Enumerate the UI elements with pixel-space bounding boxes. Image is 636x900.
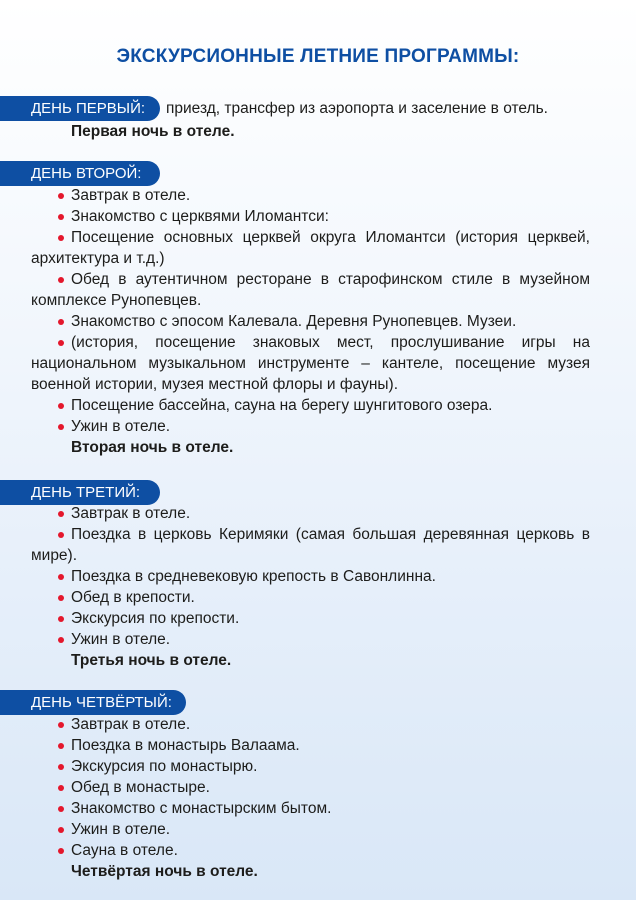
day-inline-text: приезд, трансфер из аэропорта и заселение в отель. — [166, 100, 548, 117]
day-label: ДЕНЬ ВТОРОЙ: — [0, 161, 160, 186]
day-label: ДЕНЬ ТРЕТИЙ: — [0, 480, 160, 505]
list-item: Знакомство с эпосом Калевала. Деревня Рунопевцев. Музеи. — [0, 311, 636, 332]
list-item: Завтрак в отеле. — [0, 503, 636, 524]
list-item: Экскурсия по крепости. — [0, 608, 636, 629]
list-item: Обед в монастыре. — [0, 777, 636, 798]
list-item: Знакомство с церквями Иломантси: — [0, 206, 636, 227]
list-item: Сауна в отеле. — [0, 840, 636, 861]
night-note: Третья ночь в отеле. — [71, 652, 232, 669]
list-item: Поездка в монастырь Валаама. — [0, 735, 636, 756]
list-item: (история, посещение знаковых мест, прослушивание игры на национальном музыкальном инструменте – кантеле, посещение музея военной истории, музея местной флоры и фауны). — [0, 332, 590, 395]
list-item: Экскурсия по монастырю. — [0, 756, 636, 777]
list-item: Посещение бассейна, сауна на берегу шунгитового озера. — [0, 395, 636, 416]
list-item: Обед в аутентичном ресторане в старофинском стиле в музейном комплексе Рунопевцев. — [0, 269, 590, 311]
page-title: ЭКСКУРСИОННЫЕ ЛЕТНИЕ ПРОГРАММЫ: — [116, 46, 520, 67]
list-item: Завтрак в отеле. — [0, 714, 636, 735]
list-item: Завтрак в отеле. — [0, 185, 636, 206]
night-note: Первая ночь в отеле. — [71, 123, 235, 140]
day-label: ДЕНЬ ЧЕТВЁРТЫЙ: — [0, 690, 186, 715]
day-label: ДЕНЬ ПЕРВЫЙ: — [0, 96, 160, 121]
list-item: Поездка в средневековую крепость в Савонлинна. — [0, 566, 636, 587]
list-item: Посещение основных церквей округа Иломантси (история церквей, архитектура и т.д.) — [0, 227, 590, 269]
list-item: Поездка в церковь Керимяки (самая большая деревянная церковь в мире). — [0, 524, 590, 566]
list-item: Ужин в отеле. — [0, 819, 636, 840]
list-item: Ужин в отеле. — [0, 629, 636, 650]
list-item: Ужин в отеле. — [0, 416, 636, 437]
night-note: Четвёртая ночь в отеле. — [71, 863, 258, 880]
list-item: Обед в крепости. — [0, 587, 636, 608]
night-note: Вторая ночь в отеле. — [71, 439, 234, 456]
list-item: Знакомство с монастырским бытом. — [0, 798, 636, 819]
